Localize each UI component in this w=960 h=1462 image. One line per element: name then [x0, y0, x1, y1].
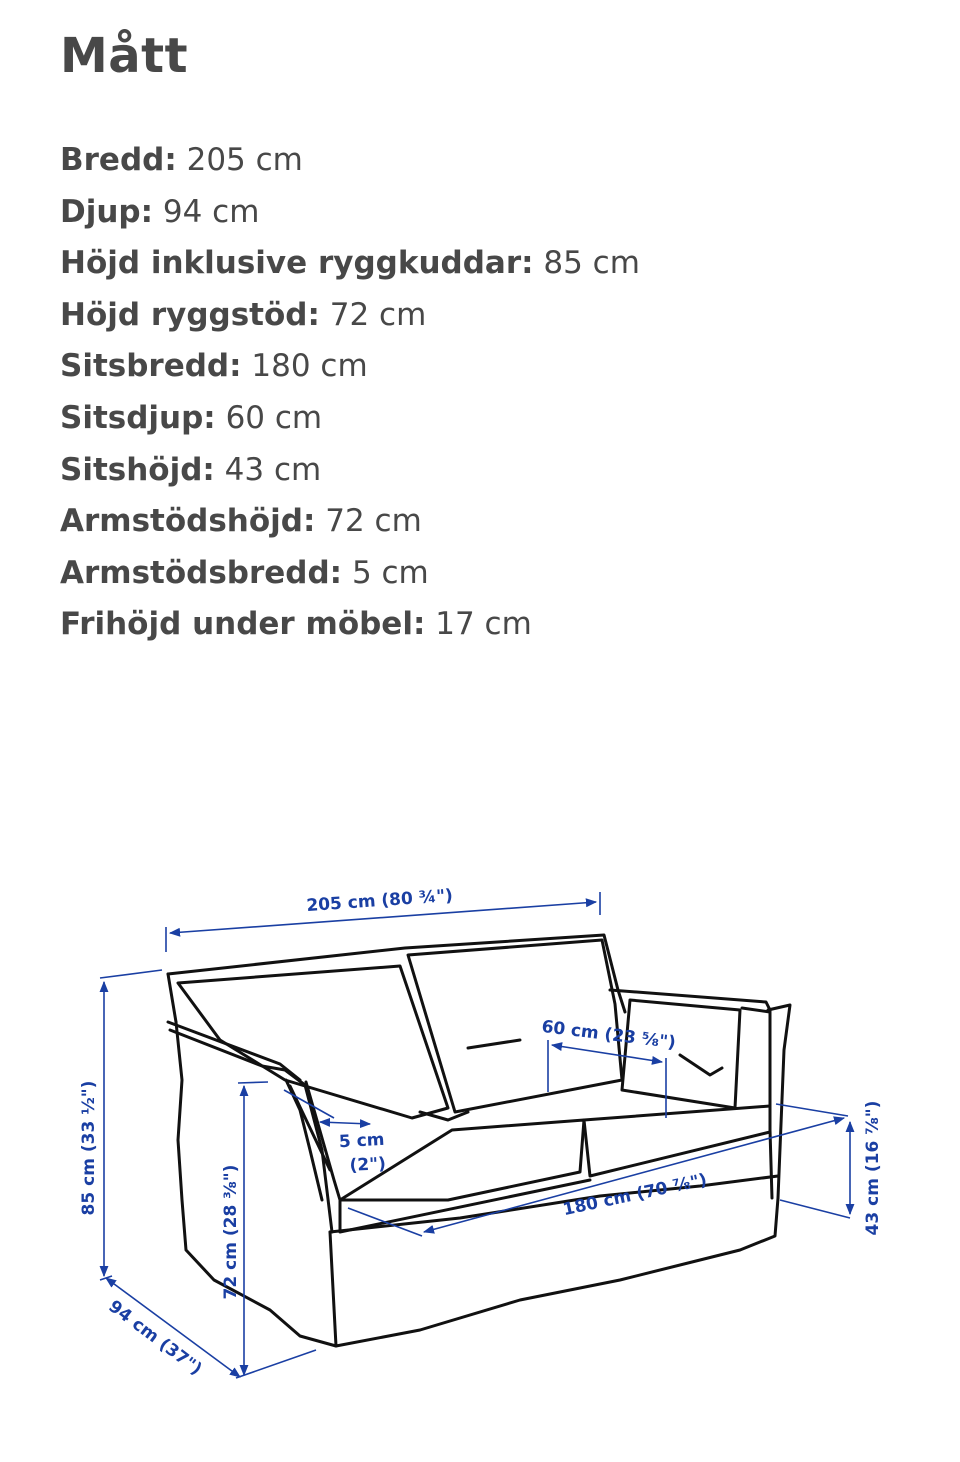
dimension-annotations: [100, 892, 850, 1378]
dimension-spec-list: [60, 138, 640, 654]
depth-label: 94 cm (37"): [104, 1296, 206, 1380]
spec-label: Sitsdjup:: [60, 399, 216, 436]
spec-label: Armstödsbredd:: [60, 554, 343, 591]
sofa-illustration: [168, 935, 790, 1346]
spec-label: Höjd ryggstöd:: [60, 296, 320, 333]
spec-value: 85 cm: [543, 245, 640, 282]
spec-value: 60 cm: [225, 399, 323, 436]
spec-value: 43 cm: [224, 451, 322, 488]
spec-label: Sitsbredd:: [60, 348, 242, 385]
spec-value: 72 cm: [329, 296, 427, 333]
spec-value: 94 cm: [162, 193, 260, 230]
spec-seat-depth: [60, 396, 640, 448]
seat-width-dimension-line: [424, 1118, 844, 1232]
sofa-dimension-diagram: [0, 860, 960, 1420]
width-label: 205 cm (80 ¾"): [305, 885, 454, 917]
seat-width-label: 180 cm (70 ⅞"): [561, 1170, 709, 1221]
spec-value: 205 cm: [186, 142, 303, 178]
spec-value: 17 cm: [435, 606, 532, 643]
arm-width-inch-label: (2"): [349, 1154, 387, 1176]
spec-depth: [60, 190, 640, 242]
spec-armrest-height: [60, 499, 640, 551]
spec-free-height: [60, 602, 640, 654]
spec-label: Armstödshöjd:: [60, 503, 316, 540]
spec-value: 5 cm: [351, 554, 429, 591]
spec-label: Bredd:: [60, 142, 177, 178]
back-height-label: 72 cm (28 ⅜"): [221, 1164, 241, 1300]
seat-height-label: 43 cm (16 ⅞"): [863, 1100, 883, 1236]
spec-label: Höjd inklusive ryggkuddar:: [60, 245, 534, 282]
arm-width-dimension-line: [320, 1122, 370, 1124]
seat-depth-label: 60 cm (23 ⅝"): [540, 1016, 677, 1054]
spec-value: 180 cm: [251, 348, 368, 385]
spec-label: Frihöjd under möbel:: [60, 606, 426, 643]
spec-armrest-width: [60, 551, 640, 603]
spec-backrest-height: [60, 293, 640, 345]
page-title: Mått: [60, 28, 189, 84]
arm-width-label: 5 cm: [338, 1129, 386, 1153]
spec-value: 72 cm: [325, 503, 422, 540]
height-label: 85 cm (33 ½"): [79, 1080, 99, 1216]
spec-seat-height: [60, 448, 640, 500]
spec-seat-width: [60, 344, 640, 396]
spec-label: Djup:: [60, 193, 154, 230]
spec-label: Sitshöjd:: [60, 451, 215, 488]
spec-height-with-cushions: [60, 241, 640, 293]
spec-width: [60, 138, 640, 190]
